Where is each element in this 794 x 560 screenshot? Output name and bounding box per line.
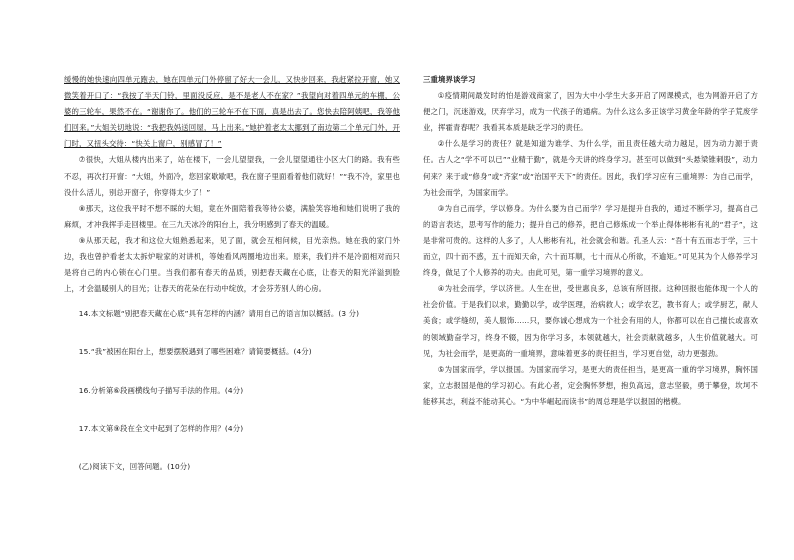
article-paragraph: ④为社会而学，学以济世。人生在世，受世惠良多，总该有所回报。这种回报也能体现一个人的社会价值。于是我们以求，勤勤以学，或学医理，治病救人；或学农艺，教书育人；或学厨艺，献人美食；或学缝纫，美人服饰……只，要你诚心想成为一个社会有用的人，你都可以在自己擅长或喜欢的领域勤奋学习，终身不辍，因为你学习多，本领就越大，社会贡献就越多，人生价值就越大。可见，为社会而学，是更高的一重境界，意味着更多的责任担当，学习更自觉，动力更强劲。 (423, 284, 758, 358)
article-title: 三重境界谈学习 (423, 75, 476, 84)
reading-paragraph: ⑨从那天起，我才和这位大姐熟悉起来，见了面，就会互相问候，目光亲热。她在我的家门外边，我也曾护看老太太拆炉啦家的对讲机，等她看风两圈地边出来。原来，我们并不是冷面相对而只是将自己的内心锁在心门里。当我们都有春天的品质，别把春天藏在心底，让春天的阳光洋溢到脸上，才会温暖别人的目光；让春天的花朵在行动中绽放，才会芬芳别人的心房。 (64, 235, 400, 294)
question-17: 17.本文第⑨段在全文中起到了怎样的作用？(4分) (78, 423, 244, 433)
underlined-sentence: 缓慢的她快速向四单元跑去，她在四单元门外停留了好大一会儿，又快步回来，我赶紧拉开窗，她又微笑着开口了：“我按了半天门铃，里面没反应，是不是老人不在家？”我望向对着四单元的车棚，公婆的三轮车，果然不在。“谢谢你了。他们的三轮车不在下面，真是出去了。您快去陪阿姨吧，我等他们回来。”大姐关切地说：“我把我妈送回屋，马上出来。”她护着老太太挪到了南边第二个单元门外，开门时，又扭头交待：“快关上窗户，别感冒了！” (64, 75, 400, 149)
article-paragraph: ③为自己而学，学以修身。为什么要为自己而学？学习是提升自我的，通过不断学习，提高自己的语言表达，思考写作的能力；提升自己的修养，把自己修炼成一个举止得体彬彬有礼的“君子”，这是非常可贵的。这样的人多了，人人彬彬有礼，社会就会和谐。孔圣人云：“吾十有五而志于学，三十而立，四十而不惑，五十而知天命，六十而耳顺，七十而从心所欲，不逾矩。”可见其为个人修养学习终身，做足了个人修养的功夫。由此可见，第一重学习境界的意义。 (423, 203, 758, 278)
reading-paragraph: ⑧那天，这位我平时不想不睬的大姐，竟在外面陪着我等待公婆，满脸笑容地和她们说明了我的麻烦，才冲我挥手走回楼里。在三九天冰冷的阳台上，我分明感到了春天的温暖。 (64, 203, 400, 229)
article-paragraph: ②什么是学习的责任？就是知道为谁学、为什么学，而且责任越大动力越足，因为动力源于责任。古人之“学不可以已”“业精于勤”，就是今天讲的终身学习。甚至可以做到“头悬梁锥刺股”，动力何来？来于或“修身”或“齐家”或“治国平天下”的责任。因此，我们学习应有三重境界：为自己而学，为社会而学，为国家而学。 (423, 139, 758, 197)
question-14: 14.本文标题“别把春天藏在心底”具有怎样的内涵？请用自己的语言加以概括。(3 分) (78, 309, 360, 319)
article-paragraph: ①疫情期间最发时的怕是游戏商家了，因为大中小学生大多开启了网课模式，也为网游开启了方便之门，沉迷游戏，厌弃学习，成为一代孩子的通病。为什么这么多正该学习黄金年龄的学子荒废学业，挥霍青春呢？我看其本质是缺乏学习的责任。 (423, 91, 758, 133)
question-16: 16.分析第⑥段画横线句子描写手法的作用。(4分) (78, 385, 244, 395)
reading-paragraph: ⑦很快，大姐从楼内出来了，站在楼下，一会儿望望我，一会儿望望通往小区大门的路。我有些不忍，再次打开窗：“大姐，外面冷，您回家歇歇吧，我在窗子里面看着他们就好！”“我不冷，家里也没什么活儿，别总开窗子，你穿得太少了！” (64, 155, 400, 197)
section-instruction: (乙)阅读下文，回答问题。(10分) (78, 461, 191, 471)
reading-paragraph (64, 72, 400, 152)
left-column (64, 72, 400, 475)
right-column (423, 72, 758, 410)
article-paragraph: ⑤为国家而学，学以报国。为国家而学习，是更大的责任担当，是更高一重的学习境界，胸怀国家，立志报国是他的学习初心。有此心者，定会胸怀梦想，抱负高远，意志坚毅，勇于攀登，坎坷不能移其志，利益不能动其心。“为中华崛起而读书”的周总理是学以报国的楷模。 (423, 364, 758, 406)
question-15: 15.“我”被困在阳台上，想要摆脱遇到了哪些困难？请简要概括。(4分) (78, 347, 312, 357)
